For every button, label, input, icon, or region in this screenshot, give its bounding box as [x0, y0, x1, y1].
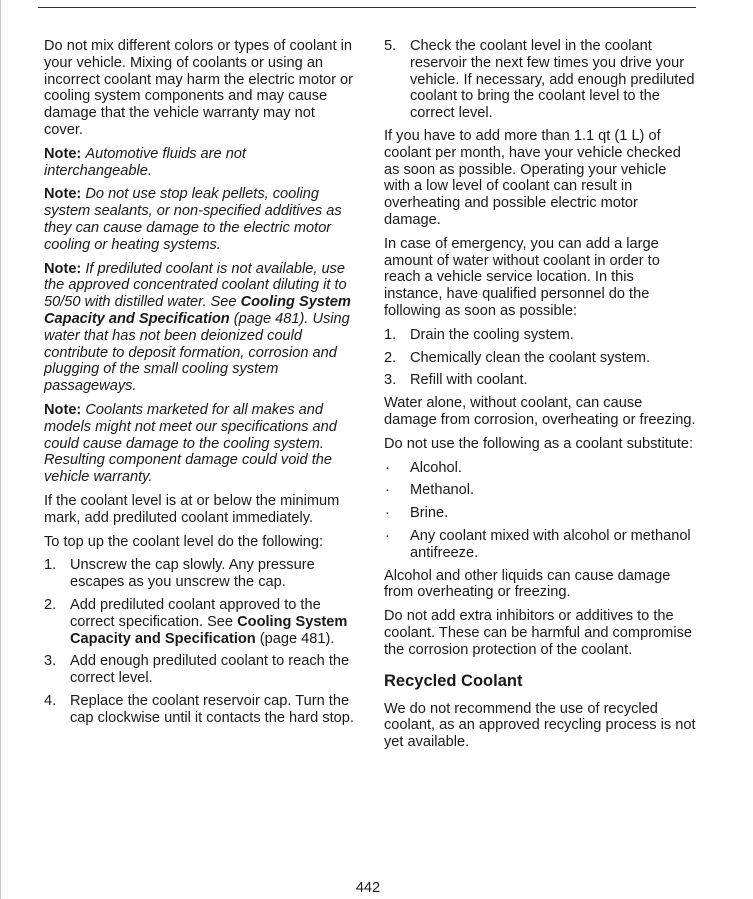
header-rule [38, 7, 696, 8]
list-item [44, 653, 356, 687]
step-number: 3. [384, 372, 397, 389]
list-item [384, 372, 696, 389]
note-label: Note: [44, 401, 82, 418]
note-text-part: If prediluted coolant is not available, use the approved concentrated coolant diluting it to 50/50 with distilled water. See [44, 260, 347, 311]
note-fluids [44, 146, 356, 180]
list-item [384, 327, 696, 344]
bullet-text: Alcohol. [410, 459, 462, 476]
note-text-part: (page 481). Using water that has not been deionized could contribute to deposit formation, corrosion and plugging of the small cooling system passageways. [44, 310, 350, 395]
cooling-spec-link[interactable]: Cooling System Capacity and Specification [70, 613, 348, 647]
step-number: 2. [384, 349, 397, 366]
step-text [70, 597, 356, 647]
bullet-icon: · [385, 505, 390, 522]
list-item [384, 460, 696, 477]
list-item [384, 482, 696, 499]
page-left-edge [0, 0, 1, 899]
substitute-list [384, 460, 696, 562]
mixing-warning: Do not mix different colors or types of coolant in your vehicle. Mixing of coolants or using an incorrect coolant may harm the electric motor or cooling system components and may cause damage that the vehicle warranty may not cover. [44, 38, 354, 138]
step-text: Chemically clean the coolant system. [410, 349, 651, 366]
list-item [384, 350, 696, 367]
step-text: Unscrew the cap slowly. Any pressure escapes as you unscrew the cap. [70, 557, 315, 591]
bullet-icon: · [385, 482, 390, 499]
substitute-intro: Do not use the following as a coolant substitute: [384, 435, 694, 452]
minimum-mark-text: If the coolant level is at or below the minimum mark, add prediluted coolant immediately. [44, 492, 340, 526]
note-text: Coolants marketed for all makes and models might not meet our specifications and could cause damage to the cooling system. Resulting component damage could void the vehicle warranty. [44, 401, 337, 486]
list-item [44, 557, 356, 591]
section-heading: Recycled Coolant [384, 671, 523, 690]
note-label: Note: [44, 145, 82, 162]
step-text-part: Add prediluted coolant approved to the correct specification. See [70, 596, 321, 630]
water-alone-text: Water alone, without coolant, can cause damage from corrosion, overheating or freezing. [384, 395, 696, 428]
step-text: Replace the coolant reservoir cap. Turn the cap clockwise until it contacts the hard stop. [70, 692, 354, 726]
step-text: Drain the cooling system. [410, 326, 574, 343]
step-text: Add enough prediluted coolant to reach the correct level. [70, 653, 350, 687]
coolant-consumption-text: If you have to add more than 1.1 qt (1 L) of coolant per month, have your vehicle checked as soon as possible. Operating your vehicle with a low level of coolant can result in overheating and possible electric motor damage. [384, 127, 681, 228]
top-up-steps [44, 557, 356, 726]
bullet-icon: · [385, 459, 390, 476]
step-text: Refill with coolant. [410, 372, 528, 389]
bullet-icon: · [385, 527, 390, 544]
note-text [44, 261, 351, 395]
emergency-steps [384, 327, 696, 389]
left-column [44, 38, 356, 732]
step-number: 1. [44, 557, 57, 574]
top-up-intro: To top up the coolant level do the following: [44, 533, 324, 550]
note-label: Note: [44, 260, 82, 277]
step-number: 4. [44, 692, 57, 709]
step-number: 5. [384, 38, 397, 54]
page-number: 442 [355, 880, 381, 896]
list-item [44, 597, 356, 647]
cooling-spec-link[interactable]: Cooling System Capacity and Specification [44, 294, 351, 327]
inhibitors-text: Do not add extra inhibitors or additives to the coolant. These can be harmful and compromise the corrosion protection of the coolant. [384, 608, 692, 658]
note-text: Do not use stop leak pellets, cooling system sealants, or non-specified additives as they can cause damage to the electric motor cooling or heating systems. [44, 186, 342, 253]
alcohol-text: Alcohol and other liquids can cause damage from overheating or freezing. [384, 567, 671, 601]
step-number: 3. [44, 653, 57, 670]
list-item [384, 528, 696, 562]
step-text: Check the coolant level in the coolant reservoir the next few times you drive your vehicle. If necessary, add enough prediluted coolant to bring the coolant level to the correct level. [410, 38, 695, 122]
recycled-text: We do not recommend the use of recycled coolant, as an approved recycling process is not yet available. [384, 700, 696, 751]
list-item [384, 38, 696, 122]
step-text-part: (page 481). [255, 630, 335, 647]
bullet-text: Brine. [410, 505, 449, 522]
step-number: 1. [384, 326, 397, 343]
note-stop-leak [44, 186, 356, 253]
top-up-steps-continued [384, 38, 696, 122]
list-item [384, 505, 696, 522]
note-label: Note: [44, 186, 82, 203]
note-coolants-marketed [44, 402, 356, 486]
bullet-text: Methanol. [410, 482, 475, 499]
bullet-text: Any coolant mixed with alcohol or methanol antifreeze. [410, 527, 691, 561]
note-prediluted [44, 261, 356, 395]
list-item [44, 693, 356, 727]
step-number: 2. [44, 596, 57, 613]
right-column [384, 38, 696, 758]
note-text: Automotive fluids are not interchangeable. [44, 145, 246, 179]
emergency-text: In case of emergency, you can add a large amount of water without coolant in order to reach a vehicle service location. In this instance, have qualified personnel do the following as soon as possible: [384, 235, 660, 319]
